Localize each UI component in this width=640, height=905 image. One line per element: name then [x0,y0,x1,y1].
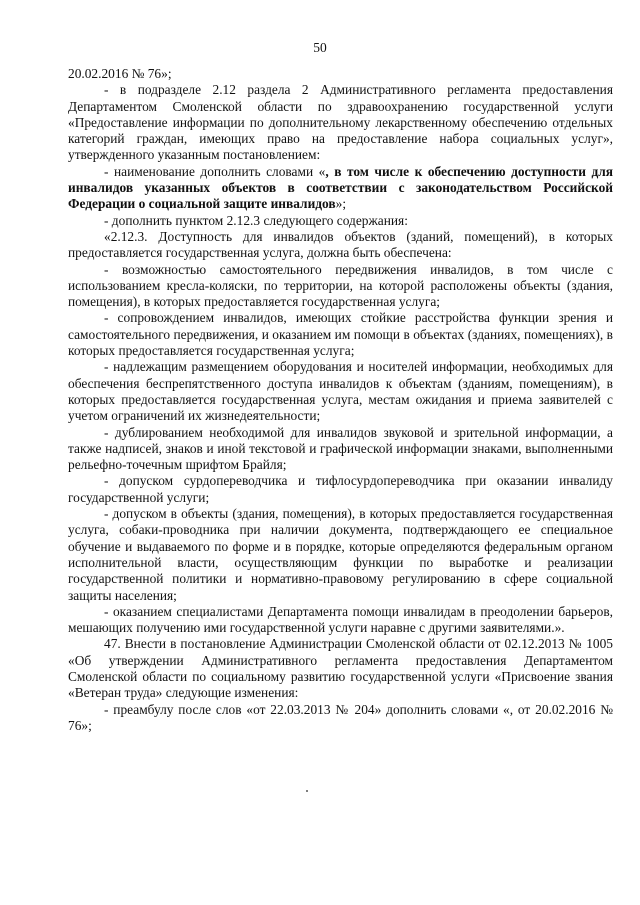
text-run: «2.12.3. Доступность для инвалидов объектов (зданий, помещений), в которых предоставляется государственная услуга, должна быть обеспечена: [68,228,613,261]
bold-text: , в том числе к обеспечению доступности для инвалидов указанных объектов в соответствии с законодательством Российской Федерации о социальной защите инвалидов [68,163,613,212]
paragraph [68,473,613,506]
paragraph [68,359,613,424]
text-run: - в подразделе 2.12 раздела 2 Административного регламента предоставления Департаментом Смоленской области по здравоохранению государственной услуги «Предоставление информации по дополнительному лекарственному обеспечению отдельных категорий граждан, имеющих право на предоставление набора социальных услуг», утвержденного указанным постановлением: [68,82,613,163]
text-run: - допуском сурдопереводчика и тифлосурдопереводчика при оказании инвалиду государственной услуги; [68,473,613,505]
text-run: 20.02.2016 № 76»; [68,66,172,81]
paragraph [68,636,613,701]
paragraph [68,164,613,213]
text-run: - сопровождением инвалидов, имеющих стойкие расстройства функции зрения и самостоятельного передвижения, и оказанием им помощи в объектах (зданиях, помещениях), в которых предоставляется государственная услуга; [68,310,613,359]
scan-speck [306,790,308,792]
paragraph [68,506,613,604]
page-number: 50 [313,40,327,55]
text-run: - возможностью самостоятельного передвижения инвалидов, в том числе с использованием кресла-коляски, по территории, на которой расположены объекты (здания, помещения), в которых предоставляется государственная услуга; [68,261,613,310]
document-body [68,66,613,734]
paragraph [68,702,613,735]
paragraph [68,310,613,359]
text-run: - оказанием специалистами Департамента помощи инвалидам в преодолении барьеров, мешающих получению ими государственной услуги наравне с другими заявителями.». [68,603,613,636]
text-run: - преамбулу после слов «от 22.03.2013 № 204» дополнить словами «, от 20.02.2016 № 76»; [68,701,613,733]
paragraph [68,604,613,637]
paragraph [68,425,613,474]
paragraph [68,66,613,82]
paragraph [68,262,613,311]
text-run: - допуском в объекты (здания, помещения), в которых предоставляется государственная услуга, собаки-проводника при наличии документа, подтверждающего ее специальное обучение и выдаваемого по форме и в порядке, которые определяются федеральным органом исполнительной власти, осуществляющим функции по выработке и реализации государственной политики и нормативно-правовому регулированию в сфере социальной защиты населения; [68,506,613,603]
paragraph [68,213,613,229]
text-run: - дополнить пунктом 2.12.3 следующего содержания: [104,212,408,228]
text-run: »; [335,196,347,212]
text-run: 47. Внести в постановление Администрации Смоленской области от 02.12.2013 № 1005 «Об утверждении Административного регламента предоставления Департаментом Смоленской области по социальному развитию государственной услуги «Присвоение звания «Ветеран труда» следующие изменения: [68,636,613,701]
text-run: - дублированием необходимой для инвалидов звуковой и зрительной информации, а также надписей, знаков и иной текстовой и графической информации знаками, выполненными рельефно-точечным шрифтом Брайля; [68,424,613,473]
text-run: - наименование дополнить словами « [104,163,326,179]
paragraph [68,82,613,163]
text-run: - надлежащим размещением оборудования и носителей информации, необходимых для обеспечения беспрепятственного доступа инвалидов к объектам (зданиям, помещениям), в которых предоставляется государственная услуга, местам ожидания и приема заявителей с учетом ограничений их жизнедеятельности; [68,359,613,424]
paragraph [68,229,613,262]
